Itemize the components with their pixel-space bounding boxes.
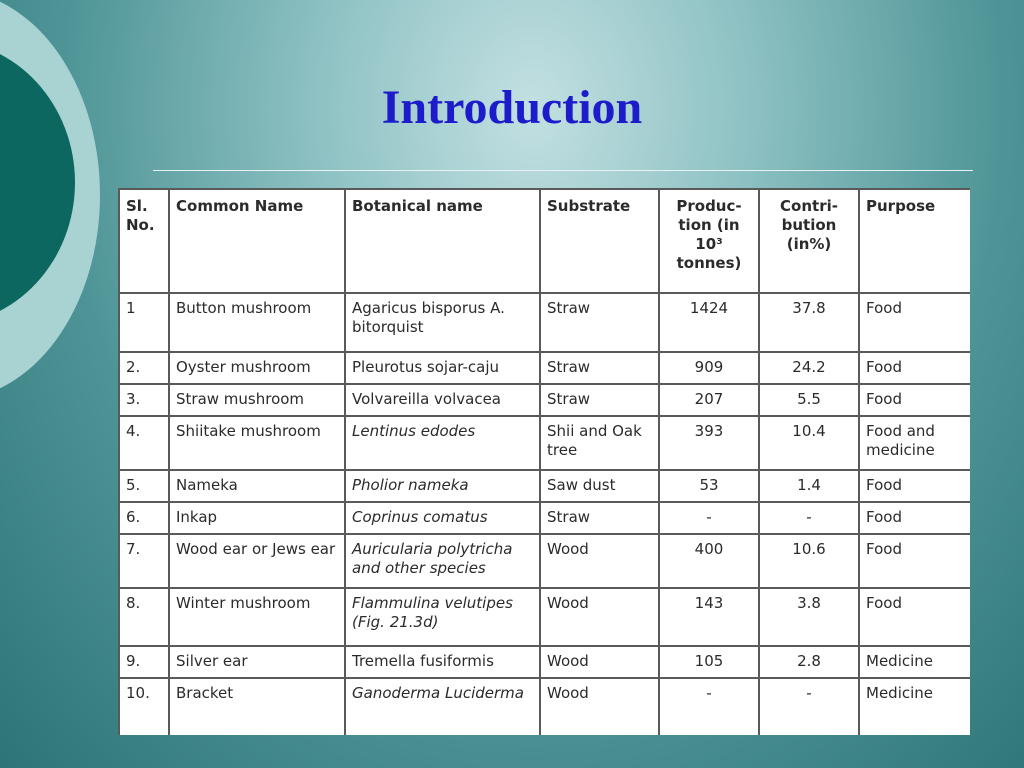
table-row (119, 416, 970, 470)
header-contribution: Contri-bution (in%) (759, 189, 859, 293)
cell-substrate: Shii and Oak tree (540, 416, 659, 470)
table-row (119, 470, 970, 502)
cell-botanical-name: Tremella fusiformis (345, 646, 540, 678)
cell-botanical-name: Flammulina velutipes (Fig. 21.3d) (345, 588, 540, 646)
cell-purpose: Food (859, 352, 970, 384)
cell-botanical-name: Agaricus bisporus A. bitorquist (345, 293, 540, 352)
cell-common-name: Bracket (169, 678, 345, 735)
cell-substrate: Wood (540, 588, 659, 646)
cell-sl-no: 9. (119, 646, 169, 678)
cell-production: - (659, 502, 759, 534)
cell-contribution: 10.6 (759, 534, 859, 588)
cell-substrate: Straw (540, 502, 659, 534)
cell-sl-no: 7. (119, 534, 169, 588)
table-row (119, 588, 970, 646)
cell-purpose: Food (859, 502, 970, 534)
cell-botanical-name: Volvareilla volvacea (345, 384, 540, 416)
cell-substrate: Saw dust (540, 470, 659, 502)
table-row (119, 352, 970, 384)
table-row (119, 678, 970, 735)
title-divider (153, 170, 973, 171)
cell-contribution: - (759, 678, 859, 735)
cell-contribution: 2.8 (759, 646, 859, 678)
cell-contribution: 5.5 (759, 384, 859, 416)
cell-botanical-name: Pholior nameka (345, 470, 540, 502)
cell-contribution: 3.8 (759, 588, 859, 646)
header-common-name: Common Name (169, 189, 345, 293)
slide-title: Introduction (381, 81, 643, 134)
cell-botanical-name: Ganoderma Luciderma (345, 678, 540, 735)
cell-common-name: Nameka (169, 470, 345, 502)
cell-sl-no: 5. (119, 470, 169, 502)
cell-sl-no: 10. (119, 678, 169, 735)
cell-production: 909 (659, 352, 759, 384)
header-purpose: Purpose (859, 189, 970, 293)
cell-purpose: Food (859, 384, 970, 416)
cell-common-name: Button mushroom (169, 293, 345, 352)
cell-common-name: Oyster mushroom (169, 352, 345, 384)
cell-substrate: Wood (540, 678, 659, 735)
cell-production: 143 (659, 588, 759, 646)
cell-production: - (659, 678, 759, 735)
cell-sl-no: 2. (119, 352, 169, 384)
cell-contribution: 10.4 (759, 416, 859, 470)
header-sl-no: Sl. No. (119, 189, 169, 293)
cell-common-name: Silver ear (169, 646, 345, 678)
cell-botanical-name: Auricularia polytricha and other species (345, 534, 540, 588)
cell-production: 400 (659, 534, 759, 588)
cell-production: 393 (659, 416, 759, 470)
cell-botanical-name: Coprinus comatus (345, 502, 540, 534)
cell-botanical-name: Pleurotus sojar-caju (345, 352, 540, 384)
cell-contribution: 1.4 (759, 470, 859, 502)
cell-purpose: Medicine (859, 646, 970, 678)
cell-purpose: Food (859, 588, 970, 646)
cell-sl-no: 6. (119, 502, 169, 534)
table-row (119, 534, 970, 588)
cell-contribution: 24.2 (759, 352, 859, 384)
cell-substrate: Straw (540, 293, 659, 352)
header-botanical-name: Botanical name (345, 189, 540, 293)
cell-contribution: 37.8 (759, 293, 859, 352)
cell-common-name: Inkap (169, 502, 345, 534)
cell-common-name: Straw mushroom (169, 384, 345, 416)
cell-purpose: Food (859, 470, 970, 502)
cell-production: 207 (659, 384, 759, 416)
cell-common-name: Wood ear or Jews ear (169, 534, 345, 588)
cell-sl-no: 3. (119, 384, 169, 416)
mushroom-table (118, 188, 970, 735)
cell-sl-no: 1 (119, 293, 169, 352)
table-row (119, 293, 970, 352)
cell-production: 105 (659, 646, 759, 678)
cell-substrate: Wood (540, 534, 659, 588)
cell-purpose: Food (859, 534, 970, 588)
cell-purpose: Food (859, 293, 970, 352)
cell-substrate: Wood (540, 646, 659, 678)
table-row (119, 502, 970, 534)
table-row (119, 384, 970, 416)
cell-production: 53 (659, 470, 759, 502)
header-substrate: Substrate (540, 189, 659, 293)
cell-sl-no: 8. (119, 588, 169, 646)
cell-substrate: Straw (540, 352, 659, 384)
cell-contribution: - (759, 502, 859, 534)
cell-purpose: Medicine (859, 678, 970, 735)
mushroom-table-container (118, 188, 970, 735)
header-production: Produc-tion (in 10³ tonnes) (659, 189, 759, 293)
cell-substrate: Straw (540, 384, 659, 416)
table-row (119, 646, 970, 678)
cell-common-name: Shiitake mushroom (169, 416, 345, 470)
cell-production: 1424 (659, 293, 759, 352)
cell-common-name: Winter mushroom (169, 588, 345, 646)
cell-purpose: Food and medicine (859, 416, 970, 470)
cell-sl-no: 4. (119, 416, 169, 470)
table-header-row (119, 189, 970, 293)
cell-botanical-name: Lentinus edodes (345, 416, 540, 470)
